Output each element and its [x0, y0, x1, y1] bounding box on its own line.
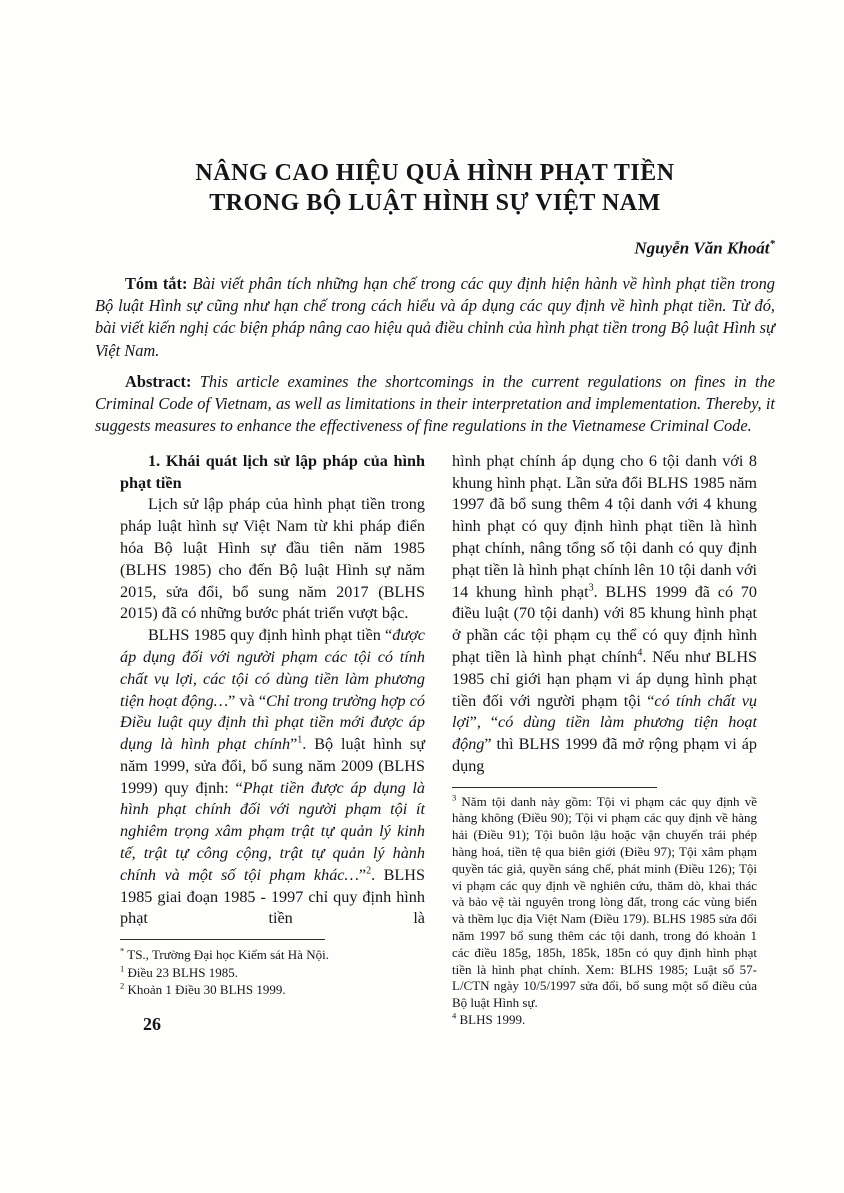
- footnote-text: BLHS 1999.: [456, 1012, 526, 1028]
- footnote-mark: 3: [452, 792, 457, 803]
- footnote-text: Điều 23 BLHS 1985.: [124, 964, 238, 980]
- footnote-mark: 2: [120, 981, 125, 992]
- abstract-section: [95, 273, 775, 438]
- footnote-1: [120, 964, 425, 982]
- footnote-2: [120, 981, 425, 999]
- left-paragraph-2: BLHS 1985 quy định hình phạt tiền “được áp dụng đối với người phạm các tội có tính chất vụ lợi, các tội có dùng tiền làm phương tiện hoạt động…” và “Chỉ trong trường hợp có Điều luật quy định thì phạt tiền mới được áp dụng là hình phạt chính”$^1$. Bộ luật hình sự năm 1999, sửa đổi, bổ sung năm 2009 (BLHS 1999) quy định: “Phạt tiền được áp dụng là hình phạt chính đối với người phạm tội ít nghiêm trọng xâm phạm trật tự quản lý kinh tế, trật tự công cộng, trật tự quản lý hành chính và một số tội phạm khác…”$^2$. BLHS 1985 giai đoạn 1985 - 1997 chỉ quy định hình phạt tiền là: [120, 626, 426, 928]
- footnote-3: [452, 794, 757, 1012]
- footnote-text: TS., Trường Đại học Kiểm sát Hà Nội.: [124, 947, 329, 963]
- abstract-vi-text: Bài viết phân tích những hạn chế trong các quy định hiện hành về hình phạt tiền trong Bộ luật Hình sự cũng như hạn chế trong cách hiểu và áp dụng các quy định về hình phạt tiền. Từ đó, bài viết kiến nghị các biện pháp nâng cao hiệu quả điều chỉnh của hình phạt tiền trong Bộ luật Hình sự Việt Nam.: [95, 273, 775, 360]
- left-paragraph-1: Lịch sử lập pháp của hình phạt tiền trong pháp luật hình sự Việt Nam từ khi pháp điển hóa Bộ luật Hình sự đầu tiên năm 1985 (BLHS 1985) cho đến Bộ luật Hình sự năm 2015, sửa đổi, bổ sung năm 2017 (BLHS 2015) đã có những bước phát triển vượt bậc.: [120, 495, 425, 623]
- footnote-rule-left: [120, 939, 325, 940]
- article-title: [95, 158, 775, 218]
- right-column: [452, 451, 757, 1035]
- title-line-1: NÂNG CAO HIỆU QUẢ HÌNH PHẠT TIỀN: [195, 160, 675, 186]
- abstract-vi-label: Tóm tắt:: [125, 273, 188, 293]
- footnote-text: Khoản 1 Điều 30 BLHS 1999.: [124, 982, 286, 998]
- left-footnotes: [120, 946, 425, 999]
- footnote-mark: 4: [452, 1010, 457, 1021]
- page-number: 26: [143, 1014, 161, 1035]
- author-affiliation-mark: *: [769, 238, 775, 250]
- section-1-heading: 1. Khái quát lịch sử lập pháp của hình phạt tiền: [120, 451, 425, 492]
- left-column: [120, 451, 425, 1035]
- footnote-mark: 1: [120, 963, 125, 974]
- footnote-4: [452, 1012, 757, 1029]
- author-line: [95, 238, 775, 259]
- footnote-rule-right: [452, 787, 657, 788]
- footnote-affiliation: [120, 946, 425, 964]
- abstract-en-text: This article examines the shortcomings in the current regulations on fines in the Criminal Code of Vietnam, as well as limitations in their interpretation and implementation. Thereby, it suggests measures to enhance the effectiveness of fine regulations in the Vietnamese Criminal Code.: [95, 371, 775, 436]
- title-line-2: TRONG BỘ LUẬT HÌNH SỰ VIỆT NAM: [209, 190, 661, 216]
- article-header: [95, 158, 775, 259]
- footnote-mark: *: [120, 945, 125, 956]
- author-name: Nguyễn Văn Khoát: [634, 238, 770, 258]
- abstract-vietnamese: [95, 273, 775, 362]
- abstract-english: [95, 371, 775, 438]
- right-footnotes: [452, 794, 757, 1029]
- two-column-body: [120, 451, 757, 1035]
- abstract-en-label: Abstract:: [125, 371, 192, 391]
- footnote-text: Năm tội danh này gồm: Tội vi phạm các quy định về hàng không (Điều 90); Tội vi phạm các quy định về hàng hải (Điều 91); Tội buôn lậu hoặc vận chuyển trái phép hàng hoá, tiền tệ qua biên giới (Điều 97); Tội xâm phạm quyền tác giả, quyền sáng chế, phát minh (Điều 126); Tội vi phạm các quy định về nghiên cứu, thăm dò, khai thác và bảo vệ tài nguyên trong lòng đất, trong các vùng biển và thềm lục địa Việt Nam (Điều 179). BLHS 1985 sửa đổi năm 1997 bổ sung thêm các tội danh, trong đó khoản 1 các điều 185g, 185h, 185k, 185n có quy định hình phạt tiền là hình phạt chính. Xem: BLHS 1985; Luật số 57-L/CTN ngày 10/5/1997 sửa đổi, bổ sung một số điều của Bộ luật Hình sự.: [452, 793, 757, 1011]
- right-paragraph-1: hình phạt chính áp dụng cho 6 tội danh với 8 khung hình phạt. Lần sửa đổi BLHS 1985 năm 1997 đã bổ sung thêm 4 tội danh với 4 khung hình phạt có quy định hình phạt tiền là hình phạt chính, nâng tổng số tội danh có quy định phạt tiền là hình phạt chính lên 10 tội danh với 14 khung hình phạt$^3$. BLHS 1999 đã có 70 điều luật (70 tội danh) với 85 khung hình phạt ở phần các tội phạm cụ thể có quy định hình phạt tiền là hình phạt chính$^4$. Nếu như BLHS 1985 chỉ giới hạn phạm vi áp dụng hình phạt tiền đối với người phạm tội “có tính chất vụ lợi”, “có dùng tiền làm phương tiện hoạt động” thì BLHS 1999 đã mở rộng phạm vi áp dụng: [452, 451, 758, 775]
